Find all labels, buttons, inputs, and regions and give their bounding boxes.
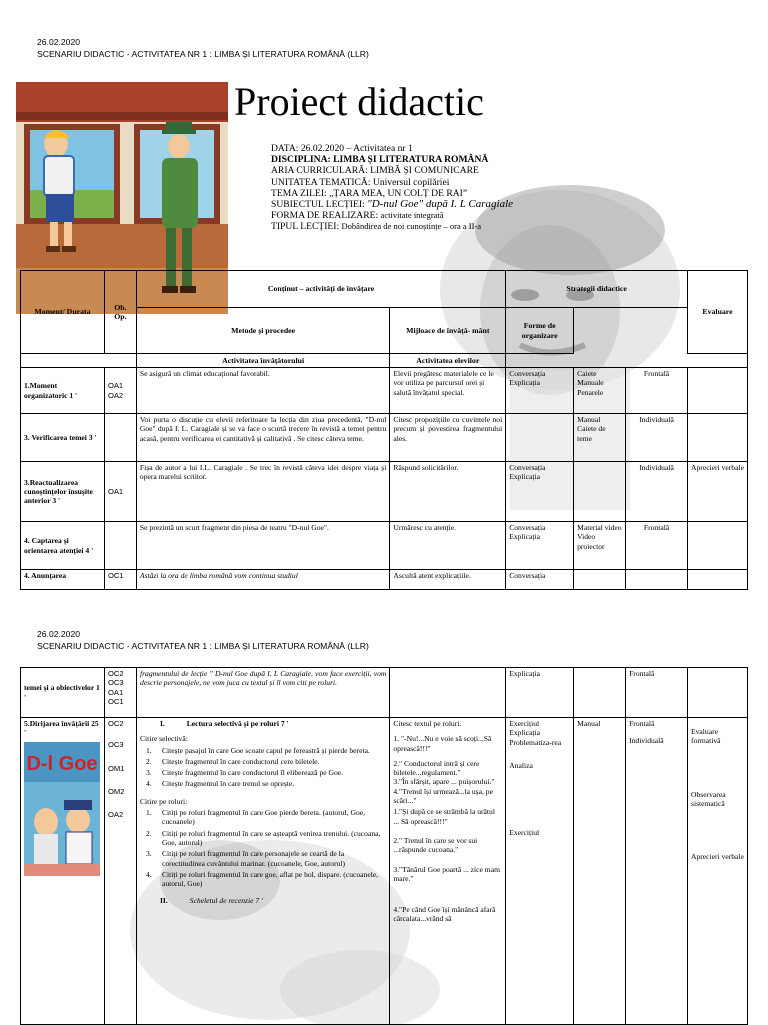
- metode-column: Exercițiul Explicația Problematiza-rea Analiza Exercițiul: [506, 718, 574, 1025]
- table-row: 4. Captarea și orientarea atenției 4 ' Se prezintă un scurt fragment din piesa de teatru "D-nul Goe". Urmăresc cu atenție. Conversația Explicația Material video Video proiector Frontală: [21, 522, 748, 570]
- col-strategii: Strategii didactice: [506, 271, 688, 308]
- table-row: 5.Dirijarea învățării 25 ' D-l Goe OC2 OC3 OM1 OM2 OA2 I. Lectura selectivă și pe roluri 7 ' Citire selectivă: 1. Citește pasajul în care Goe scoate capul pe fereastră și pierde bereta. 2. Citește fragmentul în care conductorul cere biletele. 3. Citește fragmentul în care conductorul îl eliberează pe Goe. 4. Citește fragmentul în care trenul se oprește. Citire pe roluri: 1. Citiți pe roluri fragmentul în care Goe pierde bereta. (autorul, Goe, cucoanele) 2. Citiți pe roluri fragmentul în care se așteaptă venirea trenului. (cucoana, Goe, autorul) 3. Citiți pe roluri fragmentul în care personajele se ceartă de la corectitudinea cuvântului marinar. (cucoanele, Goe, autorul) 4. Citiți pe roluri fragmentul în care goe, aflat pe hol, dispare. (cucoanele, autorul, Goe) II. Scheletul de recenzie 7 ' Citesc textul pe roluri. 1. "-Nu!...Nu e voie să scoți...Să oprească!!!" 2." Conductorul intră și cere biletele...regulament." 3."În sfârșit, apare ... puișorului." 4."Trenul își urmează...la ușa, pe scări..." 1."Și după ce se strâmbă la urătul ... Să oprească!!!" 2." Trenul în care se vor sui ...răspunde cucoana." 3."Tânărul Goe poartă ... zice mam mare." 4."Pe când Goe își mănâncă afară cârcalata...vrând să Exercițiul Explicația Problematiza-rea Analiza Exercițiul Manual Frontală Individuală Evaluare formativă Observarea sistematică Aprecieri verbale: [21, 718, 748, 1025]
- page-header-date: 26.02.2020: [37, 37, 81, 47]
- evaluare-column: Evaluare formativă Observarea sistematică Aprecieri verbale: [688, 718, 748, 1025]
- student-activity: Citesc textul pe roluri. 1. "-Nu!...Nu e voie să scoți...Să oprească!!!" 2." Conductorul intră și cere biletele...regulament." 3."În sfârșit, apare ... puișorului." 4."Trenul își urmează...la ușa, pe scări..." 1."Și după ce se strâmbă la urătul ... Să oprească!!!" 2." Trenul în care se vor sui ...răspunde cucoana." 3."Tânărul Goe poartă ... zice mam mare." 4."Pe când Goe își mănâncă afară cârcalata...vrând să: [390, 718, 506, 1025]
- meta-forma: FORMA DE REALIZARE: activitate integrată: [271, 210, 444, 222]
- meta-aria: ARIA CURRICULARĂ: LIMBĂ ȘI COMUNICARE: [271, 165, 479, 177]
- col-forme: Forme de organizare: [506, 308, 574, 354]
- book-cover-image: [24, 742, 100, 876]
- meta-tipul: TIPUL LECȚIEI: Dobândirea de noi cunoștințe – ora a II-a: [271, 221, 482, 233]
- table-row: temei și a obiectivelor 1 ' OC2 OC3 OA1 OC1 fragmentului de lecție " D-nul Goe după I. L Caragiale, vom face exerciții, vom descrie personajele, ne vom juca cu textul și îl vom citi pe roluri. Explicația Frontală: [21, 668, 748, 718]
- col-continut: Conținut – activități de învățare: [136, 271, 505, 308]
- meta-disciplina: DISCIPLINA: LIMBA ȘI LITERATURA ROMÂNĂ: [271, 154, 489, 166]
- page-title: Proiect didactic: [234, 79, 484, 124]
- table-row: 3.Reactualizarea cunoștințelor însușite anterior 3 ' OA1 Fișa de autor a lui I.L. Caragiale . Se trec în revistă câteva idei despre viața și opera marelui scriitor. Răspund solicitărilor. Conversația Explicația Individuală Aprecieri verbale: [21, 462, 748, 522]
- page-2: [0, 600, 768, 1024]
- table-row: 1.Moment organizatoric 1 ' OA1 OA2 Se asigură un climat educațional favorabil. Elevii pregătesc materialele ce le vor utiliza pe parcursul orei și salută învățatul special. Conversația Explicația Caiete Manuale Penarele Frontală: [21, 368, 748, 414]
- col-metode: Metode și procedee: [136, 308, 389, 354]
- col-evaluare: Evaluare: [688, 271, 748, 354]
- meta-data: DATA: 26.02.2020 – Activitatea nr 1: [271, 143, 413, 154]
- col-moment: Moment/ Durata: [21, 271, 105, 354]
- table-row: 4. Anunțarea OC1 Astăzi la ora de limba română vom continua studiul Ascultă atent explicațiile. Conversația: [21, 570, 748, 590]
- col-act-elev: Activitatea elevilor: [390, 354, 506, 368]
- page-header-title: SCENARIU DIDACTIC - ACTIVITATEA NR 1 : LIMBA ȘI LITERATURA ROMÂNĂ (LLR): [37, 641, 369, 651]
- teacher-activity: I. Lectura selectivă și pe roluri 7 ' Citire selectivă: 1. Citește pasajul în care Goe scoate capul pe fereastră și pierde bereta. 2. Citește fragmentul în care conductorul cere biletele. 3. Citește fragmentul în care conductorul îl eliberează pe Goe. 4. Citește fragmentul în care trenul se oprește. Citire pe roluri: 1. Citiți pe roluri fragmentul în care Goe pierde bereta. (autorul, Goe, cucoanele) 2. Citiți pe roluri fragmentul în care se așteaptă venirea trenului. (cucoana, Goe, autorul) 3. Citiți pe roluri fragmentul în care personajele se ceartă de la corectitudinea cuvântului marinar. (cucoanele, Goe, autorul) 4. Citiți pe roluri fragmentul în care goe, aflat pe hol, dispare. (cucoanele, autorul, Goe) II. Scheletul de recenzie 7 ': [136, 718, 389, 1025]
- col-mijloace: Mijloace de învăță- mânt: [390, 308, 506, 354]
- ob-column: OC2 OC3 OM1 OM2 OA2: [104, 718, 136, 1025]
- page-header-date: 26.02.2020: [37, 629, 81, 639]
- lesson-meta: [271, 143, 571, 233]
- lesson-table-page1: [20, 270, 748, 590]
- meta-tema: TEMA ZILEI: „ȚARA MEA, UN COLȚ DE RAI”: [271, 187, 468, 199]
- col-act-inv: Activitatea învățătorului: [136, 354, 389, 368]
- meta-unitatea: UNITATEA TEMATICĂ: Universul copilăriei: [271, 176, 450, 188]
- page-header-title: SCENARIU DIDACTIC - ACTIVITATEA NR 1 : LIMBA ȘI LITERATURA ROMÂNĂ (LLR): [37, 49, 369, 59]
- book-cover-title: D-l Goe: [26, 752, 98, 775]
- lesson-table-page2: [20, 667, 748, 1025]
- col-ob: Ob. Op.: [104, 271, 136, 354]
- meta-subiect: SUBIECTUL LECȚIEI: "D-nul Goe" după I. L Caragiale: [271, 198, 514, 211]
- table-row: 3. Verificarea temei 3 ' Voi purta o discuție cu elevii referitoare la lecția din ziua precedentă, "D-nul Goe" după I. L. Caragiale și se va face o scurtă trecere în revistă a temei pentru acasă, pentru verificarea ei cantitativă și calitativă . Se citesc câteva teme. Citesc propozițiile cu cuvintele noi precum și povestirea fragmentului ales. Manual Caiete de teme Individuală: [21, 414, 748, 462]
